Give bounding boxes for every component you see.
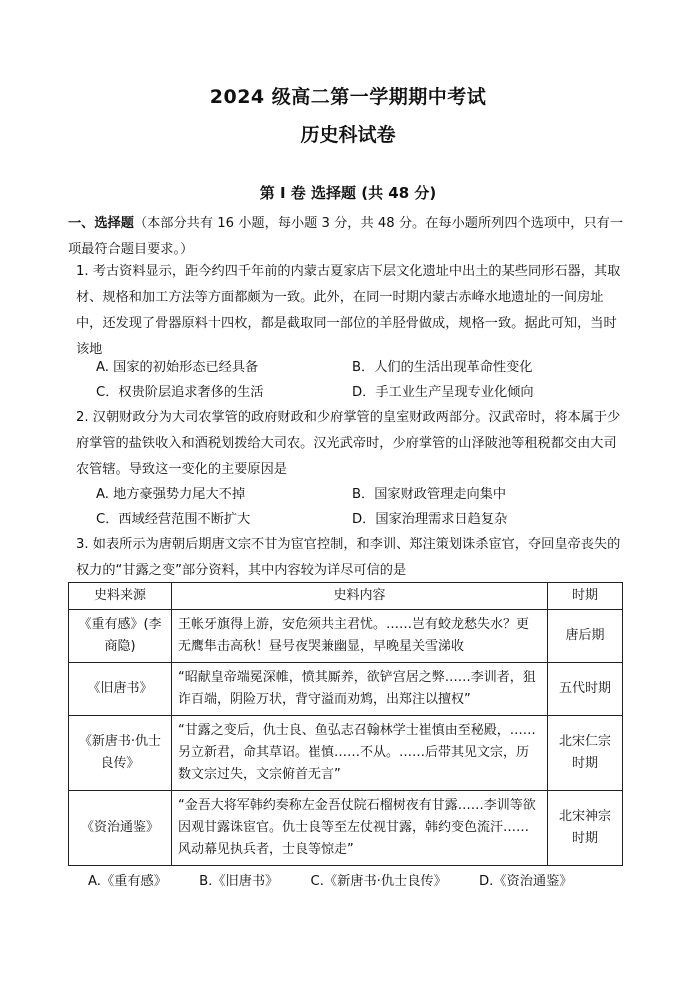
table-header-content: 史料内容 bbox=[172, 583, 548, 610]
question-3-options bbox=[88, 871, 600, 893]
question-1-option-b[interactable]: B．人们的生活出现革命性变化 bbox=[352, 360, 533, 375]
table-cell-period: 唐后期 bbox=[548, 610, 623, 663]
question-3-option-d[interactable]: D.《资治通鉴》 bbox=[479, 874, 573, 889]
question-3-stem: 3. 如表所示为唐朝后期唐文宗不甘为宦官控制，和李训、郑注策划诛杀宦官，夺回皇帝丧失的权力的“甘露之变”部分资料，其中内容较为详尽可信的是 bbox=[76, 537, 621, 578]
source-table bbox=[68, 582, 623, 866]
table-row bbox=[69, 791, 623, 866]
table-cell-source: 《重有感》(李商隐) bbox=[69, 610, 172, 663]
exam-title: 2024 级高二第一学期期中考试 bbox=[209, 86, 487, 108]
question-3-option-b[interactable]: B.《旧唐书》 bbox=[199, 874, 279, 889]
question-1-stem: 1. 考古资料显示，距今约四千年前的内蒙古夏家店下层文化遗址中出土的某些同形石器，其取材、规格和加工方法等方面都颇为一致。此外，在同一时期内蒙古赤峰水地遗址的一间房址中，还发现了骨器原料十四枚，都是截取同一部位的羊胫骨做成，规格一致。据此可知，当时该地 bbox=[76, 264, 621, 357]
question-1-option-d[interactable]: D．手工业生产呈现专业化倾向 bbox=[352, 385, 534, 400]
table-cell-content: “昭献皇帝端冕深帷，愤其厮养，欲铲宫居之弊……李训者，狙诈百端，阴险万状，背守溢而劝鸩，出郑注以擅权” bbox=[172, 663, 548, 716]
question-3-option-c[interactable]: C.《新唐书·仇士良传》 bbox=[310, 874, 447, 889]
table-cell-content: “金吾大将军韩约奏称左金吾仗院石榴树夜有甘露……李训等欲因观甘露诛宦官。仇士良等至左仗视甘露，韩约变色流汗……风动幕见执兵者，士良等惊走” bbox=[172, 791, 548, 866]
section-heading: 第 I 卷 选择题 (共 48 分) bbox=[259, 184, 437, 202]
table-header-row bbox=[69, 583, 623, 610]
table-row bbox=[69, 716, 623, 791]
table-row bbox=[69, 663, 623, 716]
question-1-option-a[interactable]: A. 国家的初始形态已经具备 bbox=[96, 360, 259, 375]
question-2-option-d[interactable]: D．国家治理需求日趋复杂 bbox=[352, 512, 508, 527]
question-1-option-c[interactable]: C．权贵阶层追求奢侈的生活 bbox=[96, 385, 264, 400]
table-cell-period: 五代时期 bbox=[548, 663, 623, 716]
section-instruction bbox=[68, 211, 624, 263]
table-cell-source: 《旧唐书》 bbox=[69, 663, 172, 716]
table-row bbox=[69, 610, 623, 663]
question-2-stem: 2. 汉朝财政分为大司农掌管的政府财政和少府掌管的皇室财政两部分。汉武帝时，将本属于少府掌管的盐铁收入和酒税划拨给大司农。汉光武帝时，少府掌管的山泽陂池等租税都交由大司农管辖。导致这一变化的主要原因是 bbox=[76, 410, 621, 477]
question-2-option-a[interactable]: A. 地方豪强势力尾大不掉 bbox=[96, 487, 246, 502]
table-cell-content: “甘露之变后，仇士良、鱼弘志召翰林学士崔慎由至秘殿，……另立新君，命其草诏。崔慎……不从。……后带其见文宗，历数文宗过失，文宗俯首无言” bbox=[172, 716, 548, 791]
question-2-option-b[interactable]: B．国家财政管理走向集中 bbox=[352, 487, 507, 502]
table-header-source: 史料来源 bbox=[69, 583, 172, 610]
question-3-option-a[interactable]: A.《重有感》 bbox=[88, 874, 167, 889]
instruction-label: 一、选择题 bbox=[68, 216, 134, 231]
question-2-option-c[interactable]: C．西域经营范围不断扩大 bbox=[96, 512, 251, 527]
instruction-text: （本部分共有 16 小题，每小题 3 分，共 48 分。在每小题所列四个选项中，只有一项最符合题目要求。） bbox=[68, 216, 624, 257]
table-cell-period: 北宋神宗时期 bbox=[548, 791, 623, 866]
exam-subtitle: 历史科试卷 bbox=[300, 124, 396, 146]
table-cell-source: 《资治通鉴》 bbox=[69, 791, 172, 866]
table-cell-content: 王帐牙旗得上游，安危须共主君忧。……岂有蛟龙愁失水？更无鹰隼击高秋！昼号夜哭兼幽显，早晚星关雪涕收 bbox=[172, 610, 548, 663]
table-header-period: 时期 bbox=[548, 583, 623, 610]
table-cell-source: 《新唐书·仇士良传》 bbox=[69, 716, 172, 791]
table-cell-period: 北宋仁宗时期 bbox=[548, 716, 623, 791]
